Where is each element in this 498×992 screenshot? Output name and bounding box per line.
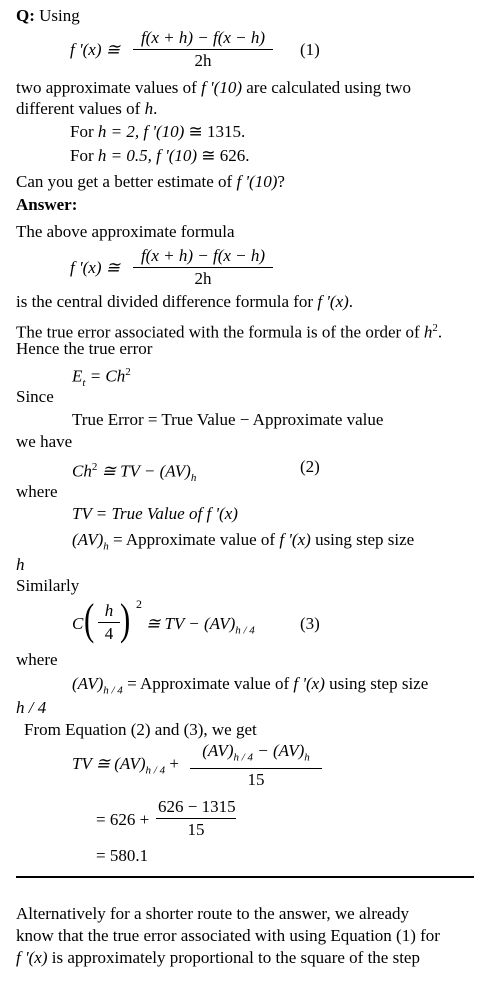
h-continuation: h [16, 555, 25, 574]
from-equation-line: From Equation (2) and (3), we get [24, 720, 257, 739]
formula-repeat-fraction [133, 245, 273, 290]
h4-continuation: h / 4 [16, 698, 47, 717]
eq3-exponent: 2 [136, 597, 142, 611]
we-have-line: we have [16, 432, 73, 451]
av-h4-definition: $(AV)_{h / 4}$ = Approximate value of f '(x) using step size [72, 674, 429, 697]
result-line: = 580.1 [96, 846, 149, 865]
numeric-substitution-lhs: = 626 + [96, 810, 150, 829]
section-divider [16, 876, 474, 878]
eq3-h-over-4: h 4 [98, 600, 120, 645]
tv-definition: TV = True Value of f '(x) [72, 504, 238, 523]
formula1-numerator: f(x + h) − f(x − h) [140, 28, 266, 47]
formula-repeat-lhs: f '(x) ≅ [70, 258, 120, 277]
answer-intro: The above approximate formula [16, 222, 235, 241]
eq1-tag: (1) [300, 40, 320, 59]
numeric-fraction: 626 − 1315 15 [158, 797, 236, 839]
tv-approx-lhs: TV ≅ $(AV)_{h / 4}$ + [72, 754, 179, 777]
question-ask: Can you get a better estimate of f '(10)? [16, 172, 285, 191]
formula1-lhs: f '(x) ≅ [70, 40, 120, 59]
case-h05: For h = 0.5, f '(10) ≅ 626. [70, 146, 250, 165]
hence-line: Hence the true error [16, 339, 153, 358]
alt-line-1: Alternatively for a shorter route to the answer, we already [16, 904, 409, 923]
where-line: where [16, 482, 58, 501]
eq2: Ch$^2$ ≅ TV − $(AV)_h$ [72, 461, 197, 485]
alt-line-2: know that the true error associated with using Equation (1) for [16, 926, 440, 945]
question-using: Using [34, 6, 80, 25]
alt-line-3: f '(x) is approximately proportional to the square of the step [16, 948, 420, 967]
formula-repeat-numerator: f(x + h) − f(x − h) [140, 246, 266, 265]
similarly-line: Similarly [16, 576, 80, 595]
formula1-fraction [133, 27, 273, 72]
av-h-definition: $(AV)_h$ = Approximate value of f '(x) using step size [72, 530, 415, 553]
eq2-tag: (2) [300, 457, 320, 476]
question-intro [16, 6, 80, 26]
right-paren: ) [120, 595, 131, 644]
since-line: Since [16, 387, 54, 406]
question-label: Q: [16, 6, 35, 25]
answer-label: Answer: [16, 195, 78, 214]
true-error-definition: True Error = True Value − Approximate value [72, 410, 384, 429]
eq3-c: C [72, 614, 84, 633]
tv-approx-fraction: $(AV)_{h / 4} - (AV)_h$ 15 [190, 740, 322, 791]
eq3-tag: (3) [300, 614, 320, 633]
case-h2: For h = 2, f '(10) ≅ 1315. [70, 122, 246, 141]
formula1-denominator: 2h [194, 51, 212, 70]
true-error-order-line: The true error associated with the formula is of the order of $h^2$. [16, 322, 443, 342]
question-line-two: two approximate values of f '(10) are calculated using two [16, 78, 411, 97]
central-difference-line: is the central divided difference formula for f '(x). [16, 292, 354, 311]
formula-repeat-denominator: 2h [194, 269, 212, 288]
true-error-eq: $E_t = Ch^2$ [72, 366, 131, 390]
where-line-2: where [16, 650, 58, 669]
eq3-rhs: ≅ TV − $(AV)_{h / 4}$ [146, 614, 255, 637]
question-line-three: different values of h. [16, 99, 158, 118]
left-paren: ( [84, 595, 95, 644]
